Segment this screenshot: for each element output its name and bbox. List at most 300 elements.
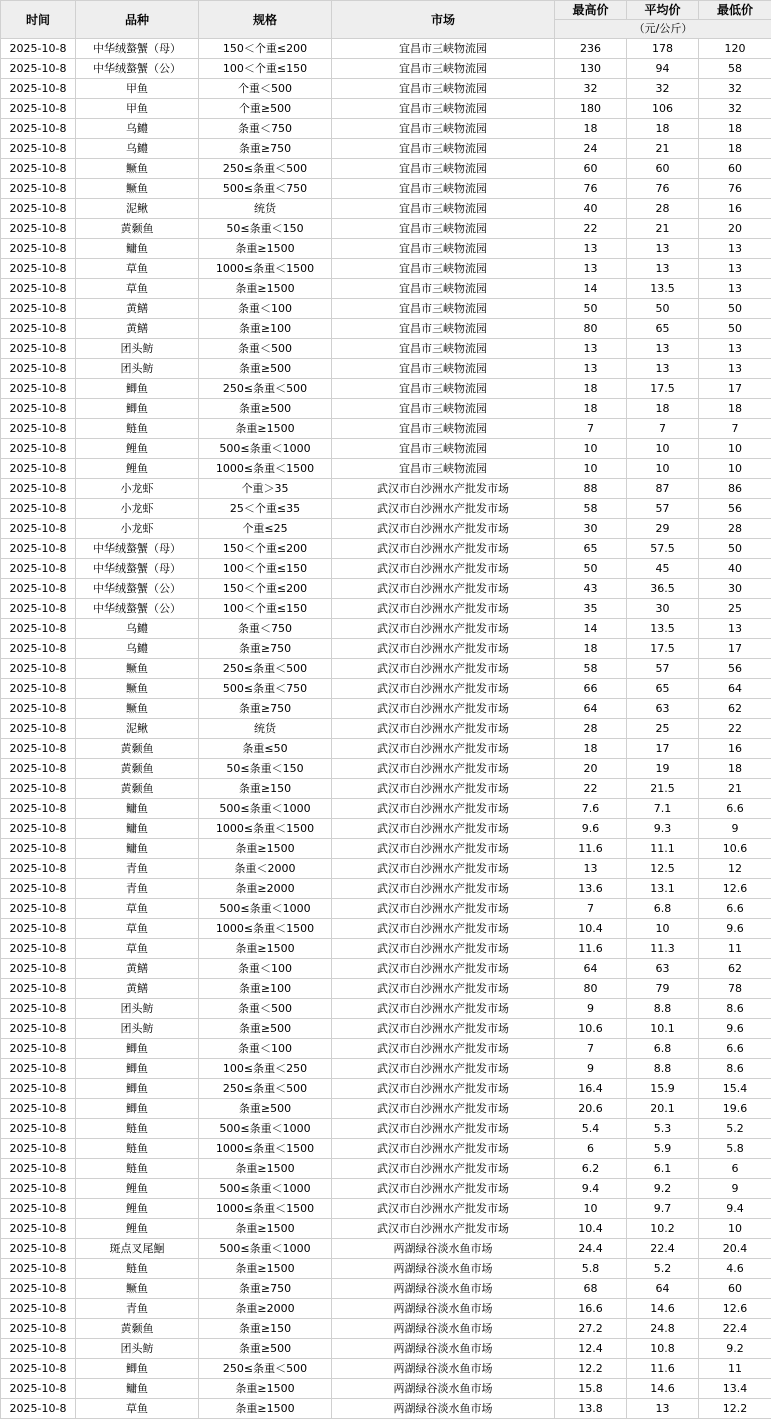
cell-market: 宜昌市三峡物流园 [332,199,555,219]
table-row [1,799,771,819]
cell-avg-price: 10.8 [627,1339,699,1359]
table-row [1,1379,771,1399]
cell-date: 2025-10-8 [1,1179,76,1199]
cell-variety: 草鱼 [76,899,199,919]
cell-max-price: 22 [555,779,627,799]
table-header [1,1,771,39]
cell-variety: 鳜鱼 [76,659,199,679]
cell-spec: 条重＜100 [199,299,332,319]
cell-date: 2025-10-8 [1,1199,76,1219]
cell-avg-price: 24.8 [627,1319,699,1339]
cell-spec: 50≤条重＜150 [199,219,332,239]
cell-min-price: 18 [699,759,771,779]
cell-avg-price: 60 [627,159,699,179]
header-market: 市场 [332,1,555,39]
table-row [1,759,771,779]
cell-spec: 条重≥1500 [199,1259,332,1279]
table-row [1,1319,771,1339]
cell-date: 2025-10-8 [1,279,76,299]
table-row [1,819,771,839]
cell-variety: 黄鳝 [76,979,199,999]
table-row [1,579,771,599]
table-row [1,639,771,659]
cell-min-price: 9.6 [699,1019,771,1039]
cell-max-price: 13.6 [555,879,627,899]
cell-date: 2025-10-8 [1,479,76,499]
cell-date: 2025-10-8 [1,1259,76,1279]
cell-max-price: 10.6 [555,1019,627,1039]
cell-max-price: 14 [555,619,627,639]
cell-spec: 条重＜2000 [199,859,332,879]
cell-min-price: 10 [699,1219,771,1239]
cell-variety: 鳜鱼 [76,159,199,179]
cell-market: 宜昌市三峡物流园 [332,239,555,259]
cell-avg-price: 32 [627,79,699,99]
cell-variety: 黄鳝 [76,319,199,339]
cell-min-price: 18 [699,399,771,419]
table-row [1,359,771,379]
cell-max-price: 80 [555,979,627,999]
cell-max-price: 58 [555,659,627,679]
cell-spec: 250≤条重＜500 [199,379,332,399]
cell-date: 2025-10-8 [1,459,76,479]
cell-variety: 鲢鱼 [76,419,199,439]
cell-min-price: 18 [699,139,771,159]
cell-avg-price: 13.5 [627,279,699,299]
cell-avg-price: 22.4 [627,1239,699,1259]
cell-variety: 小龙虾 [76,499,199,519]
cell-avg-price: 13 [627,1399,699,1419]
cell-variety: 乌鳢 [76,639,199,659]
cell-date: 2025-10-8 [1,519,76,539]
cell-avg-price: 14.6 [627,1299,699,1319]
cell-min-price: 10.6 [699,839,771,859]
cell-market: 宜昌市三峡物流园 [332,459,555,479]
cell-variety: 中华绒螯蟹（母） [76,39,199,59]
cell-max-price: 11.6 [555,939,627,959]
cell-spec: 1000≤条重＜1500 [199,459,332,479]
cell-max-price: 236 [555,39,627,59]
cell-min-price: 28 [699,519,771,539]
cell-spec: 条重≥1500 [199,1379,332,1399]
cell-variety: 鲫鱼 [76,1079,199,1099]
table-row [1,199,771,219]
cell-min-price: 11 [699,1359,771,1379]
cell-avg-price: 8.8 [627,999,699,1019]
cell-min-price: 7 [699,419,771,439]
cell-min-price: 20.4 [699,1239,771,1259]
table-row [1,59,771,79]
cell-min-price: 78 [699,979,771,999]
cell-variety: 鳙鱼 [76,799,199,819]
cell-spec: 条重＜100 [199,959,332,979]
table-row [1,939,771,959]
cell-max-price: 13 [555,859,627,879]
cell-avg-price: 5.2 [627,1259,699,1279]
header-spec: 规格 [199,1,332,39]
cell-date: 2025-10-8 [1,999,76,1019]
cell-variety: 甲鱼 [76,99,199,119]
cell-avg-price: 13 [627,259,699,279]
cell-date: 2025-10-8 [1,1159,76,1179]
cell-date: 2025-10-8 [1,1079,76,1099]
table-row [1,1359,771,1379]
cell-spec: 条重≥2000 [199,879,332,899]
table-row [1,1159,771,1179]
cell-avg-price: 94 [627,59,699,79]
cell-avg-price: 10 [627,459,699,479]
cell-variety: 中华绒螯蟹（母） [76,539,199,559]
cell-avg-price: 7.1 [627,799,699,819]
table-row [1,679,771,699]
cell-market: 两湖绿谷淡水鱼市场 [332,1339,555,1359]
cell-avg-price: 11.6 [627,1359,699,1379]
cell-min-price: 16 [699,199,771,219]
cell-market: 两湖绿谷淡水鱼市场 [332,1239,555,1259]
cell-avg-price: 36.5 [627,579,699,599]
cell-variety: 鲫鱼 [76,1059,199,1079]
table-row [1,399,771,419]
cell-date: 2025-10-8 [1,559,76,579]
cell-avg-price: 11.1 [627,839,699,859]
cell-market: 武汉市白沙洲水产批发市场 [332,899,555,919]
cell-min-price: 17 [699,379,771,399]
cell-spec: 统货 [199,719,332,739]
cell-spec: 500≤条重＜750 [199,179,332,199]
cell-avg-price: 106 [627,99,699,119]
cell-variety: 鳜鱼 [76,1279,199,1299]
cell-date: 2025-10-8 [1,759,76,779]
cell-avg-price: 17.5 [627,379,699,399]
cell-market: 武汉市白沙洲水产批发市场 [332,1099,555,1119]
table-row [1,699,771,719]
cell-min-price: 19.6 [699,1099,771,1119]
cell-date: 2025-10-8 [1,379,76,399]
cell-date: 2025-10-8 [1,939,76,959]
cell-variety: 草鱼 [76,939,199,959]
cell-max-price: 18 [555,119,627,139]
cell-market: 武汉市白沙洲水产批发市场 [332,879,555,899]
cell-spec: 条重≥500 [199,1099,332,1119]
cell-spec: 条重≥750 [199,699,332,719]
cell-min-price: 60 [699,159,771,179]
cell-spec: 条重≥500 [199,1019,332,1039]
cell-max-price: 10 [555,1199,627,1219]
cell-variety: 团头鲂 [76,1339,199,1359]
cell-date: 2025-10-8 [1,59,76,79]
header-avg-price: 平均价 [627,1,699,20]
cell-date: 2025-10-8 [1,99,76,119]
cell-spec: 条重≥100 [199,319,332,339]
cell-max-price: 22 [555,219,627,239]
cell-variety: 中华绒螯蟹（公） [76,599,199,619]
cell-max-price: 20.6 [555,1099,627,1119]
cell-min-price: 11 [699,939,771,959]
cell-market: 武汉市白沙洲水产批发市场 [332,819,555,839]
cell-market: 武汉市白沙洲水产批发市场 [332,979,555,999]
cell-variety: 小龙虾 [76,519,199,539]
cell-avg-price: 178 [627,39,699,59]
cell-date: 2025-10-8 [1,339,76,359]
table-row [1,599,771,619]
cell-avg-price: 13 [627,359,699,379]
cell-spec: 条重≤50 [199,739,332,759]
cell-date: 2025-10-8 [1,1279,76,1299]
cell-max-price: 5.8 [555,1259,627,1279]
cell-max-price: 10.4 [555,919,627,939]
cell-market: 武汉市白沙洲水产批发市场 [332,859,555,879]
table-row [1,339,771,359]
cell-avg-price: 10 [627,919,699,939]
table-row [1,1339,771,1359]
cell-spec: 统货 [199,199,332,219]
cell-date: 2025-10-8 [1,959,76,979]
cell-market: 两湖绿谷淡水鱼市场 [332,1399,555,1419]
cell-min-price: 10 [699,439,771,459]
cell-max-price: 24 [555,139,627,159]
cell-date: 2025-10-8 [1,199,76,219]
cell-max-price: 15.8 [555,1379,627,1399]
cell-max-price: 24.4 [555,1239,627,1259]
table-row [1,1299,771,1319]
table-row [1,479,771,499]
cell-min-price: 50 [699,299,771,319]
cell-variety: 黄鳝 [76,299,199,319]
cell-date: 2025-10-8 [1,1359,76,1379]
cell-variety: 黄鳝 [76,959,199,979]
cell-market: 宜昌市三峡物流园 [332,339,555,359]
table-row [1,519,771,539]
cell-avg-price: 6.8 [627,1039,699,1059]
cell-min-price: 16 [699,739,771,759]
table-row [1,739,771,759]
table-row [1,179,771,199]
cell-market: 两湖绿谷淡水鱼市场 [332,1319,555,1339]
cell-min-price: 13 [699,359,771,379]
cell-avg-price: 9.7 [627,1199,699,1219]
cell-market: 武汉市白沙洲水产批发市场 [332,639,555,659]
cell-spec: 100＜个重≤150 [199,559,332,579]
cell-spec: 条重≥1500 [199,839,332,859]
cell-avg-price: 11.3 [627,939,699,959]
cell-date: 2025-10-8 [1,119,76,139]
cell-min-price: 13 [699,619,771,639]
cell-min-price: 12.2 [699,1399,771,1419]
cell-market: 宜昌市三峡物流园 [332,359,555,379]
cell-spec: 条重≥150 [199,1319,332,1339]
cell-avg-price: 12.5 [627,859,699,879]
cell-min-price: 21 [699,779,771,799]
cell-market: 武汉市白沙洲水产批发市场 [332,839,555,859]
cell-variety: 团头鲂 [76,1019,199,1039]
cell-variety: 乌鳢 [76,619,199,639]
cell-variety: 黄颡鱼 [76,219,199,239]
table-row [1,159,771,179]
header-max-price: 最高价 [555,1,627,20]
table-row [1,139,771,159]
cell-avg-price: 17 [627,739,699,759]
cell-max-price: 27.2 [555,1319,627,1339]
table-row [1,899,771,919]
cell-variety: 鲫鱼 [76,379,199,399]
cell-variety: 斑点叉尾鮰 [76,1239,199,1259]
cell-date: 2025-10-8 [1,319,76,339]
cell-max-price: 20 [555,759,627,779]
table-row [1,279,771,299]
cell-date: 2025-10-8 [1,239,76,259]
table-row [1,319,771,339]
cell-max-price: 7.6 [555,799,627,819]
cell-avg-price: 30 [627,599,699,619]
cell-variety: 黄颡鱼 [76,779,199,799]
cell-min-price: 9.4 [699,1199,771,1219]
cell-avg-price: 79 [627,979,699,999]
cell-avg-price: 57 [627,499,699,519]
cell-spec: 个重≥500 [199,99,332,119]
table-row [1,1019,771,1039]
cell-max-price: 7 [555,419,627,439]
header-unit: （元/公斤） [555,20,771,39]
cell-variety: 乌鳢 [76,119,199,139]
cell-max-price: 58 [555,499,627,519]
cell-max-price: 13 [555,259,627,279]
cell-avg-price: 17.5 [627,639,699,659]
cell-variety: 鳙鱼 [76,239,199,259]
cell-max-price: 14 [555,279,627,299]
cell-variety: 黄颡鱼 [76,1319,199,1339]
cell-market: 武汉市白沙洲水产批发市场 [332,799,555,819]
cell-market: 武汉市白沙洲水产批发市场 [332,579,555,599]
cell-max-price: 6 [555,1139,627,1159]
cell-variety: 鲤鱼 [76,1219,199,1239]
cell-min-price: 56 [699,659,771,679]
cell-max-price: 18 [555,739,627,759]
cell-min-price: 60 [699,1279,771,1299]
cell-market: 武汉市白沙洲水产批发市场 [332,999,555,1019]
cell-variety: 甲鱼 [76,79,199,99]
cell-spec: 条重＜750 [199,619,332,639]
cell-market: 宜昌市三峡物流园 [332,319,555,339]
cell-spec: 条重≥1500 [199,419,332,439]
cell-date: 2025-10-8 [1,539,76,559]
cell-min-price: 9.6 [699,919,771,939]
cell-min-price: 6 [699,1159,771,1179]
cell-market: 武汉市白沙洲水产批发市场 [332,599,555,619]
cell-market: 武汉市白沙洲水产批发市场 [332,779,555,799]
cell-market: 武汉市白沙洲水产批发市场 [332,1139,555,1159]
cell-date: 2025-10-8 [1,699,76,719]
cell-market: 两湖绿谷淡水鱼市场 [332,1259,555,1279]
cell-min-price: 5.8 [699,1139,771,1159]
cell-market: 武汉市白沙洲水产批发市场 [332,1179,555,1199]
cell-market: 宜昌市三峡物流园 [332,379,555,399]
cell-avg-price: 57.5 [627,539,699,559]
cell-min-price: 32 [699,99,771,119]
cell-spec: 条重≥1500 [199,279,332,299]
cell-spec: 条重≥1500 [199,1159,332,1179]
cell-max-price: 28 [555,719,627,739]
cell-market: 两湖绿谷淡水鱼市场 [332,1359,555,1379]
cell-variety: 鲢鱼 [76,1119,199,1139]
cell-avg-price: 7 [627,419,699,439]
cell-variety: 中华绒螯蟹（公） [76,59,199,79]
cell-min-price: 13.4 [699,1379,771,1399]
cell-variety: 青鱼 [76,1299,199,1319]
cell-date: 2025-10-8 [1,739,76,759]
cell-market: 武汉市白沙洲水产批发市场 [332,1059,555,1079]
cell-max-price: 88 [555,479,627,499]
header-variety: 品种 [76,1,199,39]
cell-min-price: 8.6 [699,999,771,1019]
cell-max-price: 9 [555,999,627,1019]
table-row [1,499,771,519]
table-row [1,839,771,859]
cell-max-price: 66 [555,679,627,699]
cell-max-price: 9.4 [555,1179,627,1199]
cell-market: 宜昌市三峡物流园 [332,439,555,459]
cell-market: 武汉市白沙洲水产批发市场 [332,1079,555,1099]
cell-spec: 条重≥750 [199,139,332,159]
cell-max-price: 7 [555,1039,627,1059]
table-row [1,1039,771,1059]
cell-avg-price: 63 [627,699,699,719]
cell-variety: 鳙鱼 [76,1379,199,1399]
cell-min-price: 12.6 [699,1299,771,1319]
cell-max-price: 16.4 [555,1079,627,1099]
cell-market: 武汉市白沙洲水产批发市场 [332,919,555,939]
cell-spec: 250≤条重＜500 [199,659,332,679]
cell-avg-price: 13.1 [627,879,699,899]
cell-max-price: 80 [555,319,627,339]
cell-avg-price: 50 [627,299,699,319]
cell-min-price: 40 [699,559,771,579]
cell-max-price: 64 [555,699,627,719]
cell-date: 2025-10-8 [1,1239,76,1259]
cell-variety: 黄颡鱼 [76,739,199,759]
cell-market: 武汉市白沙洲水产批发市场 [332,1119,555,1139]
cell-min-price: 17 [699,639,771,659]
cell-max-price: 18 [555,639,627,659]
cell-min-price: 13 [699,339,771,359]
cell-market: 武汉市白沙洲水产批发市场 [332,479,555,499]
cell-market: 武汉市白沙洲水产批发市场 [332,1159,555,1179]
cell-date: 2025-10-8 [1,1099,76,1119]
cell-avg-price: 14.6 [627,1379,699,1399]
cell-min-price: 20 [699,219,771,239]
table-row [1,459,771,479]
table-row [1,119,771,139]
cell-min-price: 56 [699,499,771,519]
table-row [1,779,771,799]
table-row [1,659,771,679]
cell-max-price: 13.8 [555,1399,627,1419]
cell-avg-price: 15.9 [627,1079,699,1099]
cell-avg-price: 21 [627,219,699,239]
cell-market: 两湖绿谷淡水鱼市场 [332,1279,555,1299]
cell-market: 武汉市白沙洲水产批发市场 [332,759,555,779]
cell-max-price: 18 [555,379,627,399]
cell-max-price: 6.2 [555,1159,627,1179]
cell-date: 2025-10-8 [1,599,76,619]
cell-date: 2025-10-8 [1,859,76,879]
cell-max-price: 13 [555,339,627,359]
cell-min-price: 8.6 [699,1059,771,1079]
cell-date: 2025-10-8 [1,1019,76,1039]
table-row [1,419,771,439]
cell-date: 2025-10-8 [1,359,76,379]
cell-date: 2025-10-8 [1,1299,76,1319]
cell-date: 2025-10-8 [1,899,76,919]
